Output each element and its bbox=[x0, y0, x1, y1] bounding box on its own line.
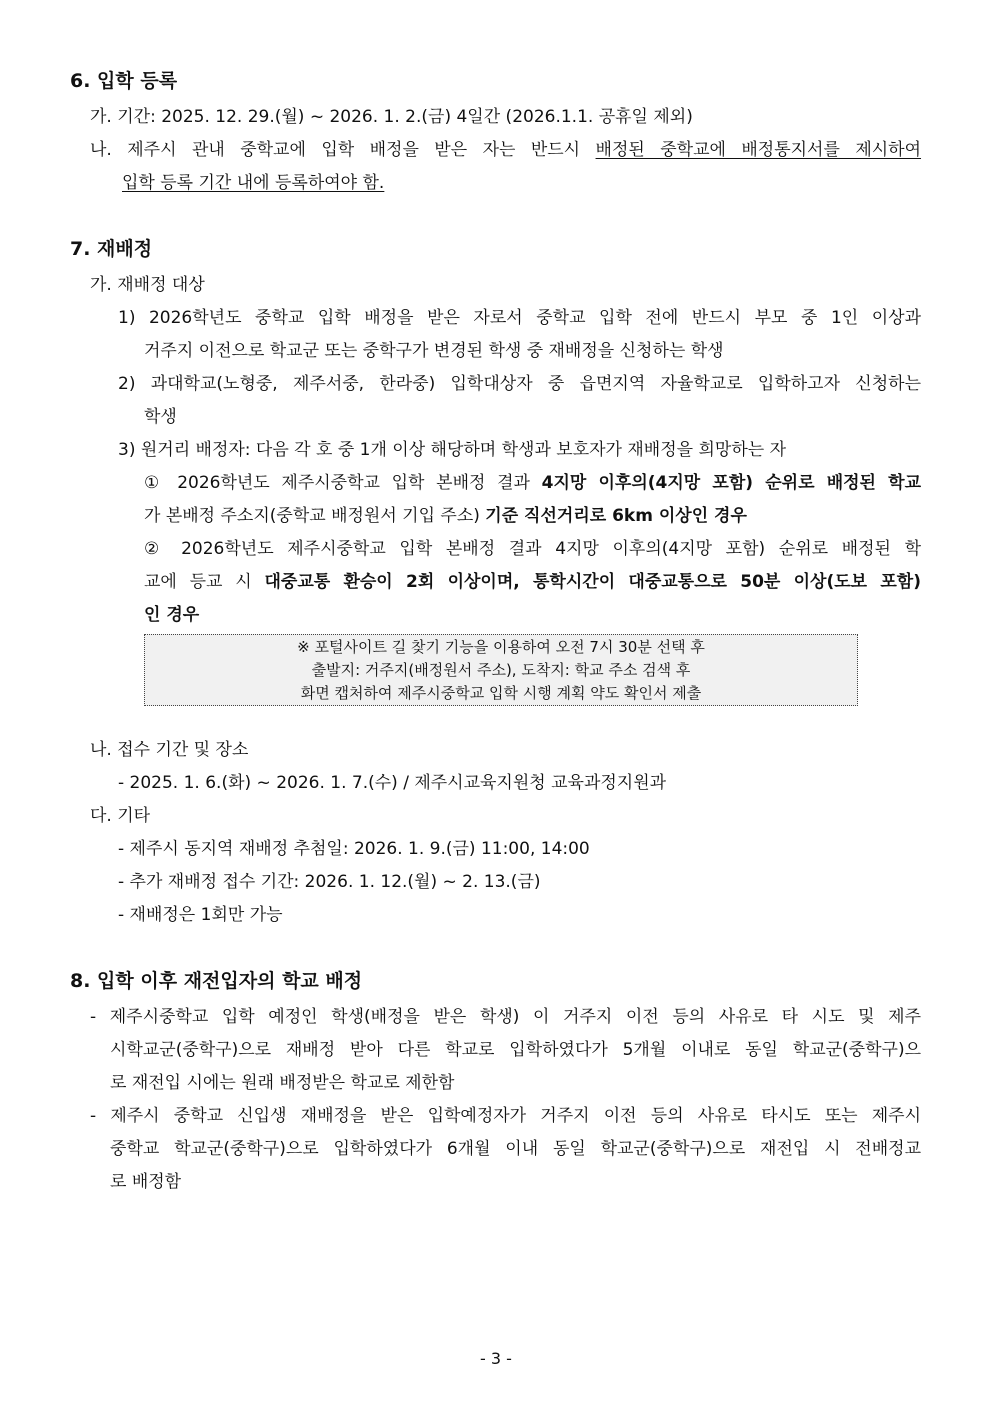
section-7-other-title: 다. 기타 bbox=[90, 806, 151, 826]
criterion-1-bold-2: 기준 직선거리로 6km 이상인 경우 bbox=[485, 506, 747, 526]
criterion-2-line3: 인 경우 bbox=[144, 605, 200, 625]
criterion-1-line1 bbox=[144, 472, 921, 494]
target-item-2-line2: 학생 bbox=[144, 407, 177, 427]
note-box bbox=[144, 634, 858, 706]
registration-underlined-2: 입학 등록 기간 내에 등록하여야 함. bbox=[122, 173, 385, 193]
reentry-para-1-line2: 시학교군(중학구)으로 재배정 받아 다른 학교로 입학하였다가 5개월 이내로 동일 학교군(중학구)으 bbox=[110, 1040, 921, 1060]
reentry-para-2-line3: 로 배정함 bbox=[110, 1172, 182, 1192]
registration-underlined-1: 배정된 중학교에 배정통지서를 제시하여 bbox=[595, 140, 922, 160]
section-7-target-title: 가. 재배정 대상 bbox=[90, 275, 205, 295]
other-item-1: - 제주시 동지역 재배정 추첨일: 2026. 1. 9.(금) 11:00, 14:00 bbox=[118, 839, 590, 859]
section-8-heading: 8. 입학 이후 재전입자의 학교 배정 bbox=[70, 970, 363, 992]
note-line-1: ※ 포털사이트 길 찾기 기능을 이용하여 오전 7시 30분 선택 후 bbox=[297, 638, 705, 656]
criterion-2-line1: ② 2026학년도 제주시중학교 입학 본배정 결과 4지망 이후의(4지망 포함) 순위로 배정된 학 bbox=[144, 539, 921, 559]
note-line-3: 화면 캡처하여 제주시중학교 입학 시행 계획 약도 확인서 제출 bbox=[300, 684, 702, 702]
page-number: - 3 - bbox=[480, 1349, 512, 1368]
criterion-1-text: ① 2026학년도 제주시중학교 입학 본배정 결과 bbox=[144, 473, 542, 493]
criterion-1-text-2: 가 본배정 주소지(중학교 배정원서 기입 주소) bbox=[144, 506, 486, 526]
reentry-para-1-line3: 로 재전입 시에는 원래 배정받은 학교로 제한함 bbox=[110, 1073, 455, 1093]
section-6-heading: 6. 입학 등록 bbox=[70, 70, 178, 92]
target-item-1-line2: 거주지 이전으로 학교군 또는 중학구가 변경된 학생 중 재배정을 신청하는 학생 bbox=[144, 341, 724, 361]
target-item-1-line1: 1) 2026학년도 중학교 입학 배정을 받은 자로서 중학교 입학 전에 반드시 부모 중 1인 이상과 bbox=[118, 308, 921, 328]
target-item-3: 3) 원거리 배정자: 다음 각 호 중 1개 이상 해당하며 학생과 보호자가 재배정을 희망하는 자 bbox=[118, 440, 786, 460]
criterion-2-text: 교에 등교 시 bbox=[144, 572, 265, 592]
target-item-2-line1: 2) 과대학교(노형중, 제주서중, 한라중) 입학대상자 중 읍면지역 자율학교로 입학하고자 신청하는 bbox=[118, 374, 921, 394]
other-item-2: - 추가 재배정 접수 기간: 2026. 1. 12.(월) ~ 2. 13.(금) bbox=[118, 872, 541, 892]
section-6-period: 가. 기간: 2025. 12. 29.(월) ~ 2026. 1. 2.(금) 4일간 (2026.1.1. 공휴일 제외) bbox=[90, 107, 693, 127]
criterion-2-bold: 대중교통 환승이 2회 이상이며, 통학시간이 대중교통으로 50분 이상(도보 포함) bbox=[264, 572, 921, 592]
section-7-heading: 7. 재배정 bbox=[70, 238, 153, 260]
reception-period-item: - 2025. 1. 6.(화) ~ 2026. 1. 7.(수) / 제주시교육지원청 교육과정지원과 bbox=[118, 773, 667, 793]
criterion-2-line2 bbox=[144, 571, 921, 593]
note-line-2: 출발지: 거주지(배정원서 주소), 도착지: 학교 주소 검색 후 bbox=[311, 661, 691, 679]
section-6-registration-line1 bbox=[90, 139, 921, 161]
criterion-1-line2 bbox=[144, 505, 747, 527]
other-item-3: - 재배정은 1회만 가능 bbox=[118, 905, 283, 925]
criterion-1-bold: 4지망 이후의(4지망 포함) 순위로 배정된 학교 bbox=[541, 473, 921, 493]
reentry-para-2-line1: - 제주시 중학교 신입생 재배정을 받은 입학예정자가 거주지 이전 등의 사유로 타시도 또는 제주시 bbox=[90, 1106, 921, 1126]
reentry-para-1-line1: - 제주시중학교 입학 예정인 학생(배정을 받은 학생) 이 거주지 이전 등의 사유로 타 시도 및 제주 bbox=[90, 1007, 921, 1027]
section-7-reception-title: 나. 접수 기간 및 장소 bbox=[90, 740, 249, 760]
reentry-para-2-line2: 중학교 학교군(중학구)으로 입학하였다가 6개월 이내 동일 학교군(중학구)으로 재전입 시 전배정교 bbox=[110, 1139, 921, 1159]
registration-text: 나. 제주시 관내 중학교에 입학 배정을 받은 자는 반드시 bbox=[90, 140, 596, 160]
section-6-registration-line2 bbox=[122, 172, 384, 194]
